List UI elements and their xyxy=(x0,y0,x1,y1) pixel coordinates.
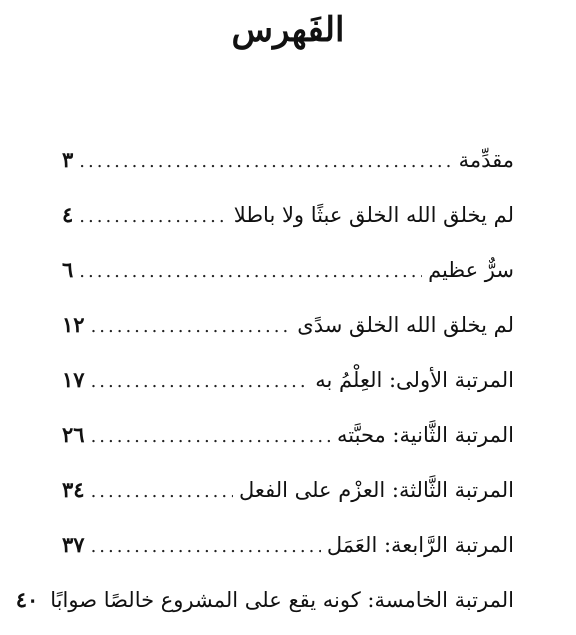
dot-leader xyxy=(79,142,452,182)
toc-entry xyxy=(62,415,514,470)
dot-leader xyxy=(91,362,310,402)
toc-entry xyxy=(15,580,514,635)
dot-leader xyxy=(91,417,331,457)
toc-entry-title: المرتبة الرَّابعة: العَمَل xyxy=(326,533,514,557)
dot-leader xyxy=(91,527,321,567)
toc-entry-page: ٣٧ xyxy=(62,532,85,557)
toc-entry xyxy=(62,305,514,360)
toc-entry xyxy=(62,250,514,305)
toc-entry-title: المرتبة الخامسة: كونه يقع على المشروع خالصًا صوابًا xyxy=(50,588,514,612)
toc-entry-title: سرٌّ عظيم xyxy=(428,258,514,282)
toc-entry-page: ٢٦ xyxy=(62,422,85,447)
toc-entry-title: المرتبة الثَّالثة: العزْم على الفعل xyxy=(239,478,514,502)
toc-entry-page: ١٢ xyxy=(62,312,85,337)
dot-leader xyxy=(91,472,233,512)
dot-leader xyxy=(79,252,422,292)
toc-entry-title: لم يخلق الله الخلق سدًى xyxy=(297,313,514,337)
table-of-contents xyxy=(15,140,514,635)
dot-leader xyxy=(91,307,292,347)
toc-entry-page: ٣٤ xyxy=(62,477,85,502)
toc-entry xyxy=(62,525,514,580)
toc-entry-page: ١٧ xyxy=(62,367,85,392)
toc-entry xyxy=(62,195,514,250)
toc-entry-page: ٣ xyxy=(62,147,74,172)
toc-entry-title: لم يخلق الله الخلق عبثًا ولا باطلا xyxy=(233,203,514,227)
dot-leader xyxy=(79,197,228,237)
toc-entry-title: المرتبة الأولى: العِلْمُ به xyxy=(315,368,514,392)
toc-entry-title: المرتبة الثَّانية: محبَّته xyxy=(337,423,514,447)
toc-entry xyxy=(62,470,514,525)
toc-entry-page: ٤ xyxy=(62,202,74,227)
toc-entry-page: ٦ xyxy=(62,257,74,282)
toc-entry xyxy=(62,140,514,195)
toc-entry-title: مقدِّمة xyxy=(458,148,514,172)
page-title: الفَهرس xyxy=(231,10,345,50)
toc-entry-page: ٤٠ xyxy=(15,587,39,612)
toc-entry xyxy=(62,360,514,415)
